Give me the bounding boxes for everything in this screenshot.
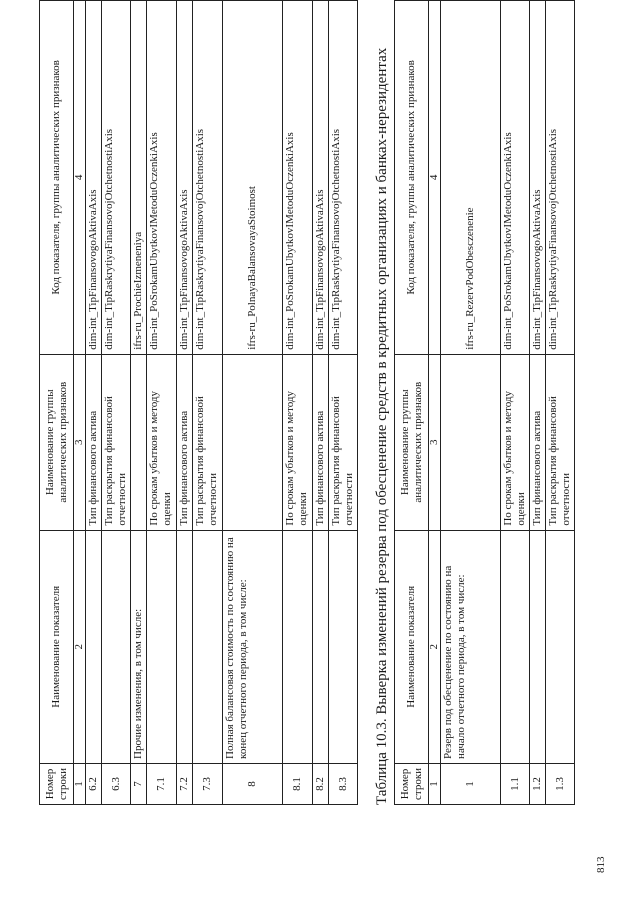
table-row <box>193 1 223 805</box>
header-cell: Наименование группы аналитических признаков <box>40 354 74 530</box>
code-cell: ifrs-ru_PolnayaBalansovayaStoimost <box>223 1 283 355</box>
header-cell: Код показателя, группы аналитических признаков <box>40 1 74 355</box>
column-index-cell: 3 <box>74 354 86 530</box>
table-2-header <box>395 1 441 805</box>
header-cell: Код показателя, группы аналитических признаков <box>395 1 429 355</box>
feature-group-cell: Тип раскрытия финансовой отчетности <box>546 354 575 530</box>
indicator-name-cell <box>86 530 102 763</box>
feature-group-cell: По срокам убытков и методу оценки <box>147 354 177 530</box>
column-index-cell: 1 <box>429 763 441 804</box>
code-cell: ifrs-ru_RezervPodObesczenenie <box>441 1 501 355</box>
code-cell: dim-int_TipRaskrytiyaFinansovojOtchetnostiAxis <box>329 1 358 355</box>
table-row <box>147 1 177 805</box>
indicator-name-cell <box>501 530 530 763</box>
row-number-cell: 1.1 <box>501 763 530 804</box>
code-cell: dim-int_TipRaskrytiyaFinansovojOtchetnostiAxis <box>546 1 575 355</box>
header-cell: Номер строки <box>40 763 74 804</box>
indicator-name-cell <box>283 530 313 763</box>
row-number-cell: 7.2 <box>177 763 193 804</box>
column-index-cell: 1 <box>74 763 86 804</box>
column-index-cell: 3 <box>429 354 441 530</box>
table-row <box>501 1 530 805</box>
feature-group-cell <box>441 354 501 530</box>
table-row <box>283 1 313 805</box>
table-row <box>131 1 147 805</box>
indicator-name-cell <box>147 530 177 763</box>
feature-group-cell <box>223 354 283 530</box>
indicator-name-cell <box>102 530 131 763</box>
indicator-name-cell <box>177 530 193 763</box>
header-cell: Наименование показателя <box>40 530 74 763</box>
feature-group-cell: По срокам убытков и методу оценки <box>501 354 530 530</box>
column-index-cell: 4 <box>429 1 441 355</box>
header-row <box>395 1 429 805</box>
page-number: 813 <box>595 856 607 873</box>
indicator-name-cell <box>546 530 575 763</box>
code-cell: dim-int_TipFinansovogoAktivaAxis <box>86 1 102 355</box>
table-row <box>223 1 283 805</box>
feature-group-cell: По срокам убытков и методу оценки <box>283 354 313 530</box>
indicator-name-cell <box>313 530 329 763</box>
column-index-cell: 2 <box>429 530 441 763</box>
table-2-body <box>441 1 575 805</box>
row-number-cell: 7.3 <box>193 763 223 804</box>
indicator-name-cell: Резерв под обесценение по состоянию на начало отчетного периода, в том числе: <box>441 530 501 763</box>
feature-group-cell: Тип раскрытия финансовой отчетности <box>193 354 223 530</box>
table-row <box>313 1 329 805</box>
row-number-cell: 8 <box>223 763 283 804</box>
indicator-name-cell <box>193 530 223 763</box>
table-1 <box>39 0 358 805</box>
header-cell: Номер строки <box>395 763 429 804</box>
indicator-name-cell <box>530 530 546 763</box>
table-row <box>441 1 501 805</box>
header-cell: Наименование группы аналитических признаков <box>395 354 429 530</box>
indicator-name-cell <box>329 530 358 763</box>
column-index-row <box>429 1 441 805</box>
column-index-cell: 2 <box>74 530 86 763</box>
code-cell: dim-int_TipFinansovogoAktivaAxis <box>313 1 329 355</box>
table-row <box>546 1 575 805</box>
table-row <box>329 1 358 805</box>
row-number-cell: 7.1 <box>147 763 177 804</box>
table-row <box>530 1 546 805</box>
indicator-name-cell: Прочие изменения, в том числе: <box>131 530 147 763</box>
table-1-body <box>86 1 358 805</box>
feature-group-cell: Тип финансового актива <box>86 354 102 530</box>
feature-group-cell <box>131 354 147 530</box>
row-number-cell: 8.2 <box>313 763 329 804</box>
code-cell: dim-int_TipRaskrytiyaFinansovojOtchetnostiAxis <box>193 1 223 355</box>
table-1-header <box>40 1 86 805</box>
code-cell: dim-int_TipRaskrytiyaFinansovojOtchetnostiAxis <box>102 1 131 355</box>
row-number-cell: 1 <box>441 763 501 804</box>
table-row <box>177 1 193 805</box>
feature-group-cell: Тип финансового актива <box>530 354 546 530</box>
row-number-cell: 6.2 <box>86 763 102 804</box>
row-number-cell: 6.3 <box>102 763 131 804</box>
header-cell: Наименование показателя <box>395 530 429 763</box>
table-row <box>102 1 131 805</box>
feature-group-cell: Тип раскрытия финансовой отчетности <box>102 354 131 530</box>
code-cell: dim-int_TipFinansovogoAktivaAxis <box>177 1 193 355</box>
code-cell: dim-int_PoSrokamUbytkovIMetoduOczenkiAxis <box>283 1 313 355</box>
feature-group-cell: Тип раскрытия финансовой отчетности <box>329 354 358 530</box>
code-cell: dim-int_PoSrokamUbytkovIMetoduOczenkiAxis <box>501 1 530 355</box>
code-cell: dim-int_PoSrokamUbytkovIMetoduOczenkiAxis <box>147 1 177 355</box>
header-row <box>40 1 74 805</box>
indicator-name-cell: Полная балансовая стоимость по состоянию на конец отчетного периода, в том числе: <box>223 530 283 763</box>
table-2 <box>394 0 575 805</box>
row-number-cell: 7 <box>131 763 147 804</box>
row-number-cell: 8.1 <box>283 763 313 804</box>
code-cell: ifrs-ru_ProchieIzmeneniya <box>131 1 147 355</box>
row-number-cell: 8.3 <box>329 763 358 804</box>
row-number-cell: 1.3 <box>546 763 575 804</box>
code-cell: dim-int_TipFinansovogoAktivaAxis <box>530 1 546 355</box>
feature-group-cell: Тип финансового актива <box>177 354 193 530</box>
column-index-row <box>74 1 86 805</box>
table-row <box>86 1 102 805</box>
table-2-caption: Таблица 10.3. Выверка изменений резерва под обесценение средств в кредитных организациях и банках-нерезидентах <box>374 47 390 805</box>
feature-group-cell: Тип финансового актива <box>313 354 329 530</box>
column-index-cell: 4 <box>74 1 86 355</box>
row-number-cell: 1.2 <box>530 763 546 804</box>
